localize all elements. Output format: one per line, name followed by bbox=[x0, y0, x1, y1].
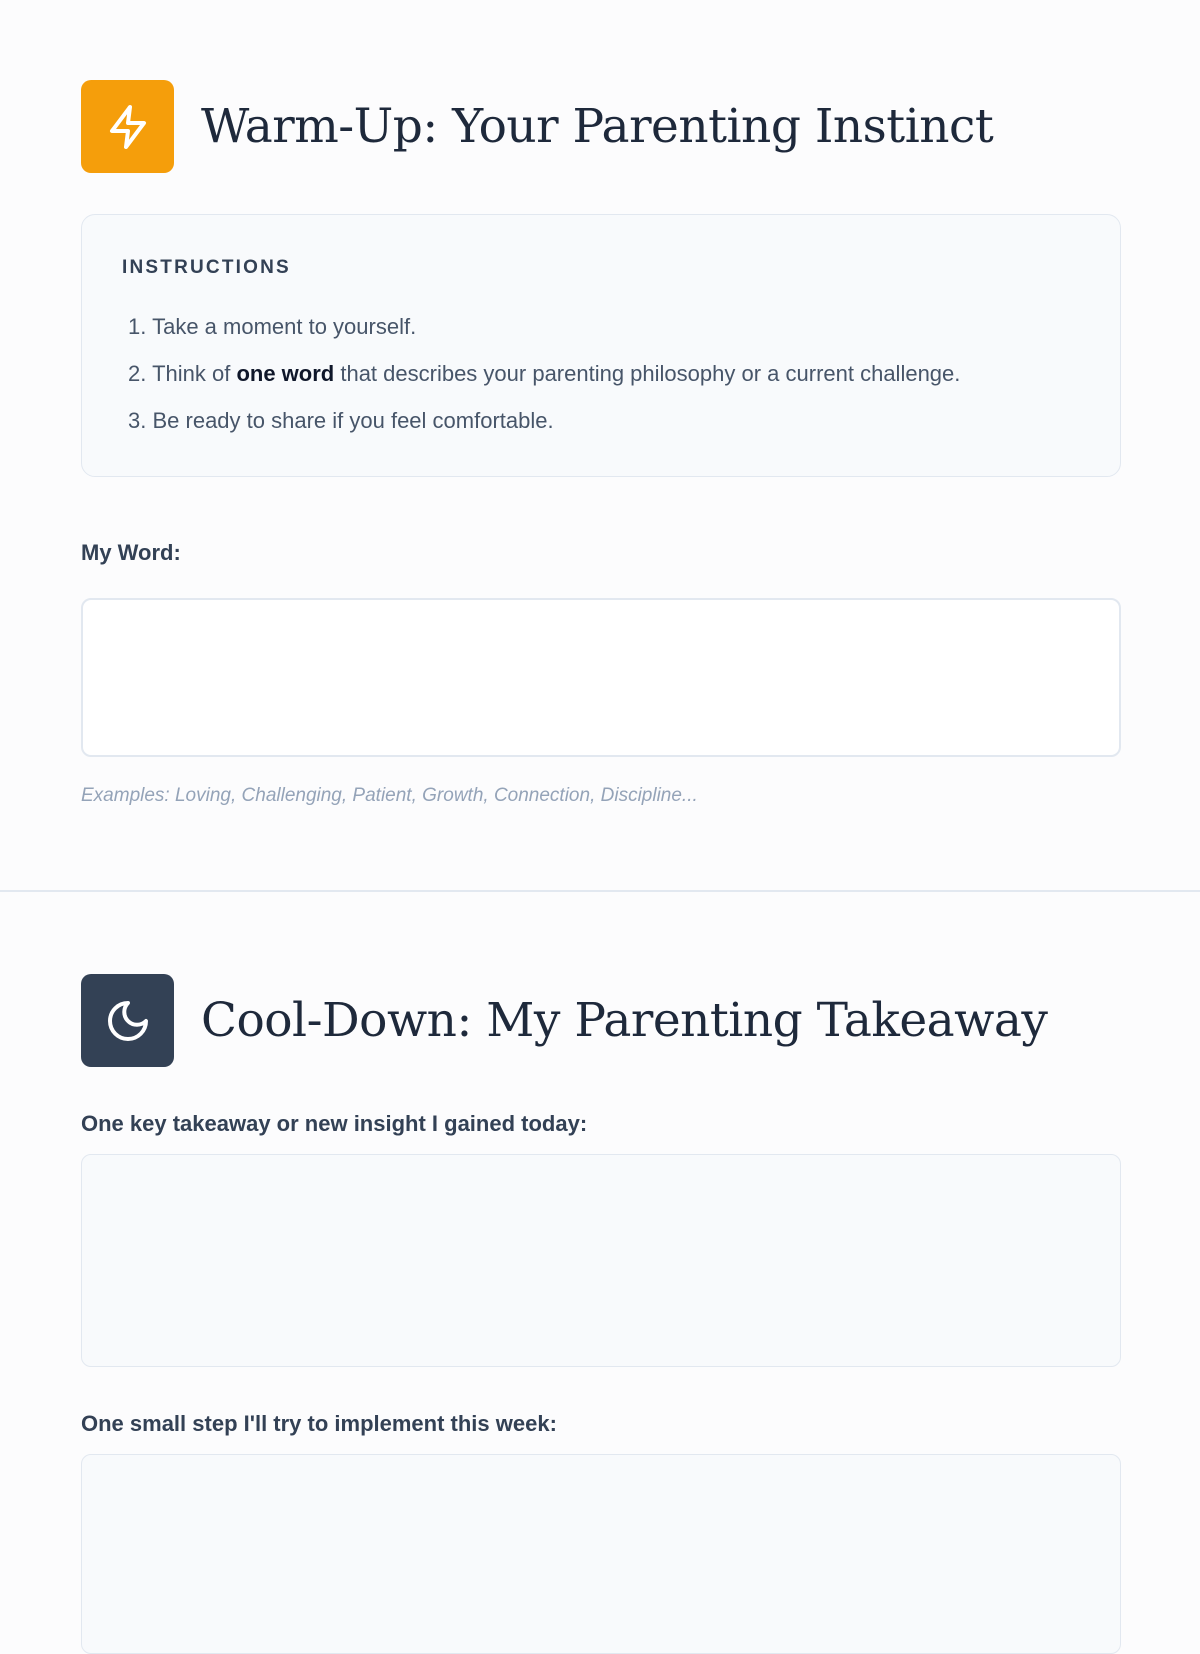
takeaway-label: One key takeaway or new insight I gained today: bbox=[81, 1111, 588, 1136]
my-word-input[interactable] bbox=[81, 598, 1121, 757]
instruction-step: 2. Think of one word that describes your parenting philosophy or a current challenge. bbox=[128, 361, 961, 386]
warmup-section bbox=[81, 80, 1121, 173]
instruction-step: 1. Take a moment to yourself. bbox=[128, 314, 417, 339]
takeaway-textarea[interactable] bbox=[81, 1154, 1121, 1367]
warmup-title: Warm-Up: Your Parenting Instinct bbox=[201, 99, 994, 154]
instructions-heading: INSTRUCTIONS bbox=[122, 257, 291, 278]
my-word-label: My Word: bbox=[81, 540, 181, 565]
moon-icon bbox=[81, 974, 174, 1067]
small-step-textarea[interactable] bbox=[81, 1454, 1121, 1654]
cooldown-header bbox=[81, 974, 1121, 1067]
lightning-icon bbox=[81, 80, 174, 173]
small-step-label: One small step I'll try to implement this week: bbox=[81, 1411, 557, 1436]
instructions-card bbox=[81, 214, 1121, 477]
examples-hint: Examples: Loving, Challenging, Patient, Growth, Connection, Discipline... bbox=[81, 785, 698, 806]
cooldown-section bbox=[81, 974, 1121, 1067]
instruction-step: 3. Be ready to share if you feel comfortable. bbox=[128, 408, 554, 433]
instructions-list bbox=[122, 303, 1080, 444]
cooldown-title: Cool-Down: My Parenting Takeaway bbox=[201, 993, 1048, 1048]
section-divider bbox=[0, 890, 1200, 892]
warmup-header bbox=[81, 80, 1121, 173]
